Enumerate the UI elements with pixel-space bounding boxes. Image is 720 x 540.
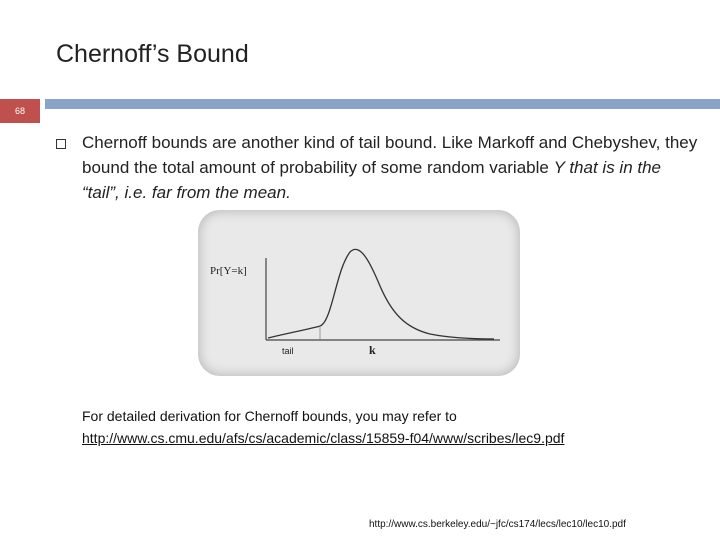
bullet-text-var: Y <box>553 158 565 177</box>
slide-title: Chernoff’s Bound <box>56 40 249 68</box>
note-text: For detailed derivation for Chernoff bounds, you may refer to <box>82 408 457 424</box>
tail-label: tail <box>282 346 294 356</box>
title-rule <box>45 99 720 109</box>
y-axis-label: Pr[Y=k] <box>210 265 247 277</box>
bullet-square-icon <box>56 139 66 149</box>
derivation-link[interactable]: http://www.cs.cmu.edu/afs/cs/academic/class/15859-f04/www/scribes/lec9.pdf <box>82 430 565 446</box>
bullet-text <box>82 130 702 205</box>
source-footer: http://www.cs.berkeley.edu/~jfc/cs174/lecs/lec10/lec10.pdf <box>369 519 626 530</box>
density-curve <box>268 249 494 339</box>
distribution-figure <box>198 210 520 376</box>
slide-number: 68 <box>0 99 40 123</box>
distribution-plot <box>198 210 520 376</box>
bullet-text-plain: Chernoff bounds are another kind of tail bound. Like Markoff and Chebyshev, they bound the total amount of probability of some random variable <box>82 133 698 177</box>
derivation-note <box>82 405 564 449</box>
k-label: k <box>369 343 376 357</box>
bullet-text-italic: that is in the “tail”, i.e. far from the mean. <box>82 158 661 202</box>
